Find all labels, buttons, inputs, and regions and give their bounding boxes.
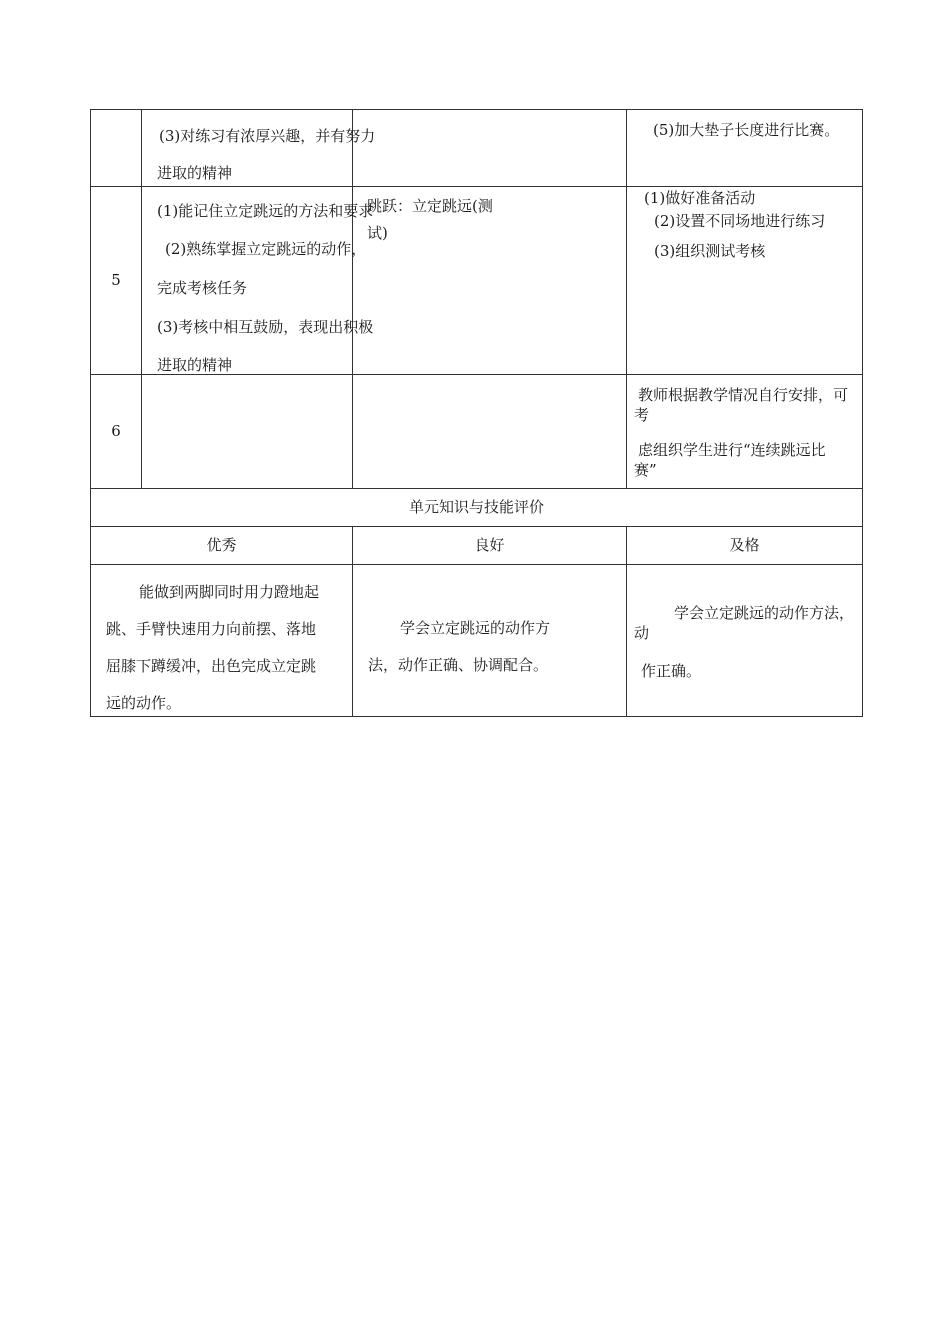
header-pass: 及格 bbox=[627, 527, 863, 565]
method-line: 考 bbox=[634, 406, 650, 424]
goals-cell bbox=[142, 187, 374, 375]
content-cell bbox=[353, 110, 627, 187]
header-excellent: 优秀 bbox=[91, 527, 353, 565]
goal-line: 进取的精神 bbox=[157, 164, 233, 182]
method-line: (3)组织测试考核 bbox=[654, 242, 766, 260]
evaluation-title-row bbox=[91, 489, 863, 527]
goals-cell bbox=[142, 375, 353, 489]
method-line: 赛” bbox=[634, 461, 657, 479]
table-row bbox=[91, 187, 863, 375]
method-line: (1)做好准备活动 bbox=[644, 189, 756, 207]
goal-line: 进取的精神 bbox=[157, 356, 233, 374]
goal-line: (3)考核中相互鼓励，表现出积极 bbox=[157, 318, 374, 336]
goal-line: (1)能记住立定跳远的方法和要求 bbox=[157, 202, 374, 220]
lesson-number: 5 bbox=[91, 187, 142, 375]
method-line: 虑组织学生进行“连续跳远比 bbox=[638, 441, 826, 459]
criteria-line: 学会立定跳远的动作方法， bbox=[674, 604, 855, 622]
criteria-line: 远的动作。 bbox=[106, 694, 182, 712]
lesson-plan-table bbox=[90, 109, 863, 717]
content-cell bbox=[353, 187, 627, 375]
table-row bbox=[91, 110, 863, 187]
goal-line: (2)熟练掌握立定跳远的动作， bbox=[165, 240, 367, 258]
method-line: (2)设置不同场地进行练习 bbox=[654, 212, 826, 230]
criteria-line: 屈膝下蹲缓冲，出色完成立定跳 bbox=[106, 657, 317, 675]
goal-line: 完成考核任务 bbox=[157, 279, 248, 297]
criteria-line: 学会立定跳远的动作方 bbox=[400, 619, 551, 637]
criteria-line: 跳、手臂快速用力向前摆、落地 bbox=[106, 620, 317, 638]
criteria-excellent bbox=[91, 565, 353, 717]
header-good: 良好 bbox=[353, 527, 627, 565]
methods-cell bbox=[627, 375, 863, 489]
methods-cell bbox=[627, 187, 863, 375]
goal-line: (3)对练习有浓厚兴趣，并有努力 bbox=[159, 127, 376, 145]
goals-cell bbox=[142, 110, 376, 187]
content-line: 跳跃：立定跳远(测 bbox=[367, 197, 493, 215]
criteria-good bbox=[353, 565, 627, 717]
criteria-line: 动 bbox=[634, 624, 650, 642]
criteria-line: 作正确。 bbox=[641, 662, 702, 680]
content-cell bbox=[353, 375, 627, 489]
evaluation-title: 单元知识与技能评价 bbox=[91, 489, 863, 527]
lesson-number: 6 bbox=[91, 375, 142, 489]
evaluation-criteria-row bbox=[91, 565, 863, 717]
method-line: 教师根据教学情况自行安排，可 bbox=[638, 386, 849, 404]
method-line: (5)加大垫子长度进行比赛。 bbox=[653, 121, 840, 139]
criteria-line: 法，动作正确、协调配合。 bbox=[368, 656, 549, 674]
evaluation-header-row bbox=[91, 527, 863, 565]
criteria-pass bbox=[627, 565, 863, 717]
content-line: 试) bbox=[367, 224, 388, 242]
lesson-number bbox=[91, 110, 142, 187]
methods-cell bbox=[627, 110, 863, 187]
criteria-line: 能做到两脚同时用力蹬地起 bbox=[139, 583, 320, 601]
table-row bbox=[91, 375, 863, 489]
